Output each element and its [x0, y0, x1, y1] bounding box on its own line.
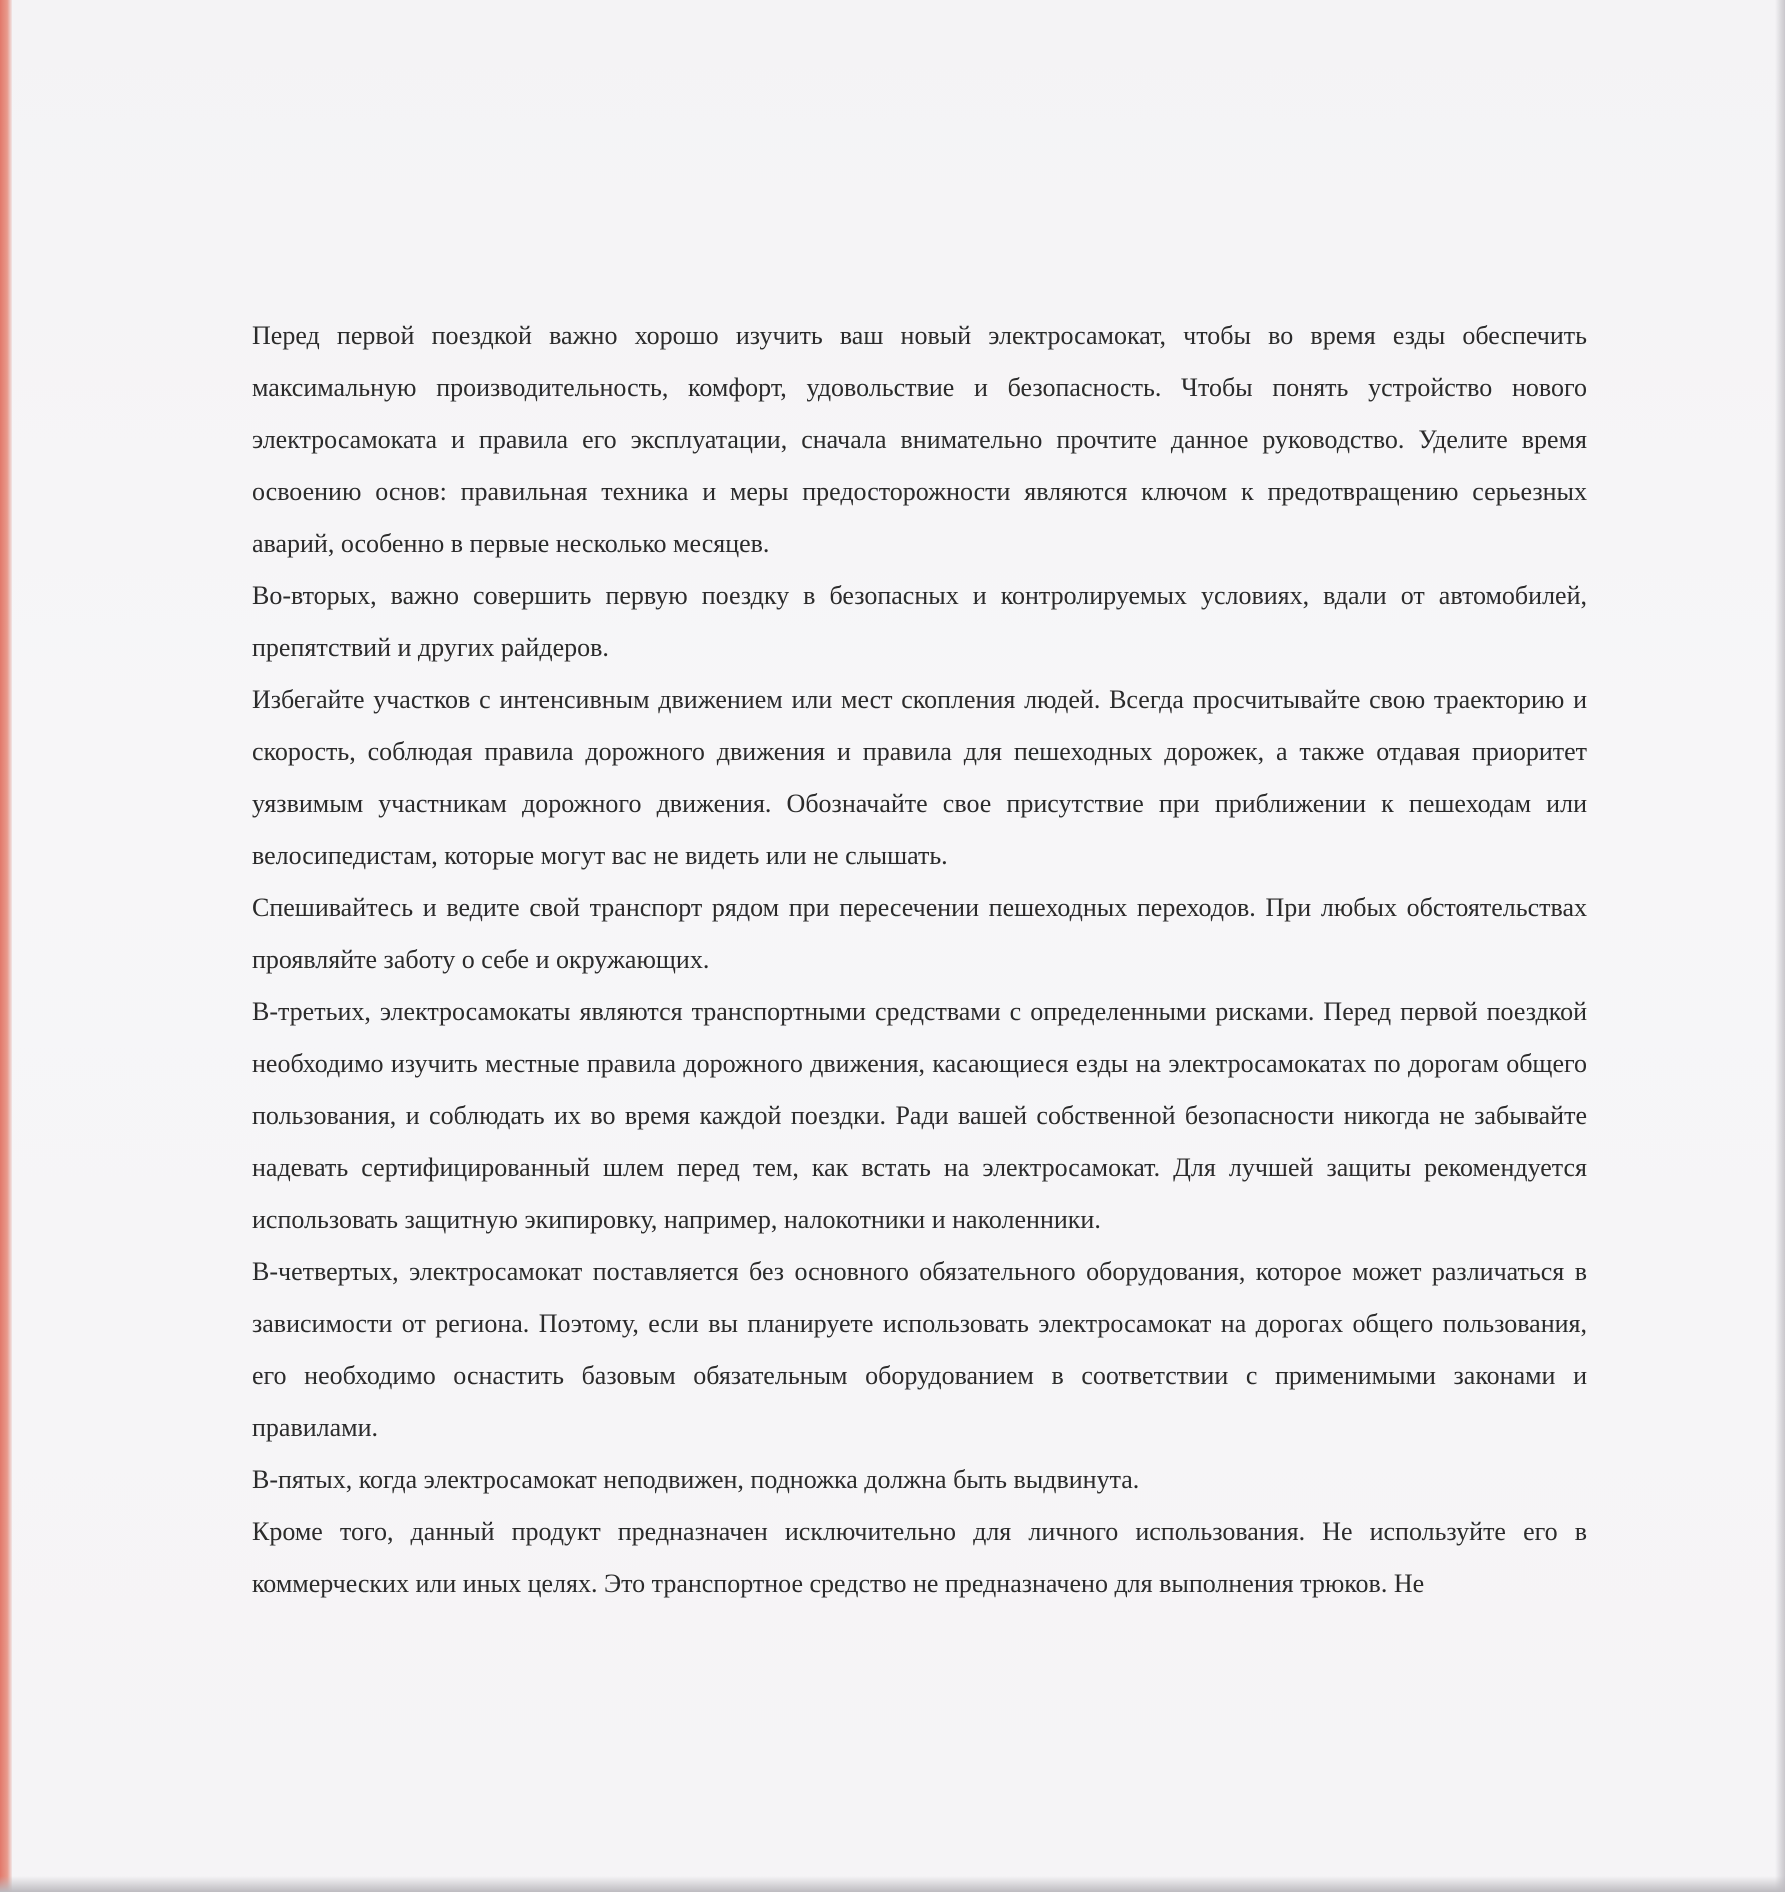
page-left-edge — [0, 0, 12, 1892]
page-right-edge — [1775, 0, 1785, 1892]
paragraph-intro: Перед первой поездкой важно хорошо изучить ваш новый электросамокат, чтобы во время езды обеспечить максимальную производительность, комфорт, удовольствие и безопасность. Чтобы понять устройство нового электросамоката и правила его эксплуатации, сначала внимательно прочтите данное руководство. Уделите время освоению основ: правильная техника и меры предосторожности являются ключом к предотвращению серьезных аварий, особенно в первые несколько месяцев. — [252, 321, 1587, 558]
paragraph-third: В-третьих, электросамокаты являются транспортными средствами с определенными рисками. Перед первой поездкой необходимо изучить местные правила дорожного движения, касающиеся езды на электросамокатах по дорогам общего пользования, и соблюдать их во время каждой поездки. Ради вашей собственной безопасности никогда не забывайте надевать сертифицированный шлем перед тем, как встать на электросамокат. Для лучшей защиты рекомендуется использовать защитную экипировку, например, налокотники и наколенники. — [252, 997, 1587, 1234]
paragraph-personal-use: Кроме того, данный продукт предназначен исключительно для личного использования. Не используйте его в коммерческих или иных целях. Это транспортное средство не предназначено для выполнения трюков. Не — [252, 1517, 1587, 1598]
paragraph-fourth: В-четвертых, электросамокат поставляется без основного обязательного оборудования, которое может различаться в зависимости от региона. Поэтому, если вы планируете использовать электросамокат на дорогах общего пользования, его необходимо оснастить базовым обязательным оборудованием в соответствии с применимыми законами и правилами. — [252, 1257, 1587, 1442]
paragraph-fifth: В-пятых, когда электросамокат неподвижен, подножка должна быть выдвинута. — [252, 1465, 1140, 1494]
body-text — [252, 310, 1587, 1610]
paragraph-second: Во-вторых, важно совершить первую поездку в безопасных и контролируемых условиях, вдали от автомобилей, препятствий и других райдеров. — [252, 581, 1587, 662]
paragraph-dismount: Спешивайтесь и ведите свой транспорт рядом при пересечении пешеходных переходов. При любых обстоятельствах проявляйте заботу о себе и окружающих. — [252, 893, 1587, 974]
paragraph-avoid-traffic: Избегайте участков с интенсивным движением или мест скопления людей. Всегда просчитывайте свою траекторию и скорость, соблюдая правила дорожного движения и правила для пешеходных дорожек, а также отдавая приоритет уязвимым участникам дорожного движения. Обозначайте свое присутствие при приближении к пешеходам или велосипедистам, которые могут вас не видеть или не слышать. — [252, 685, 1587, 870]
page-bottom-edge — [0, 1876, 1785, 1892]
